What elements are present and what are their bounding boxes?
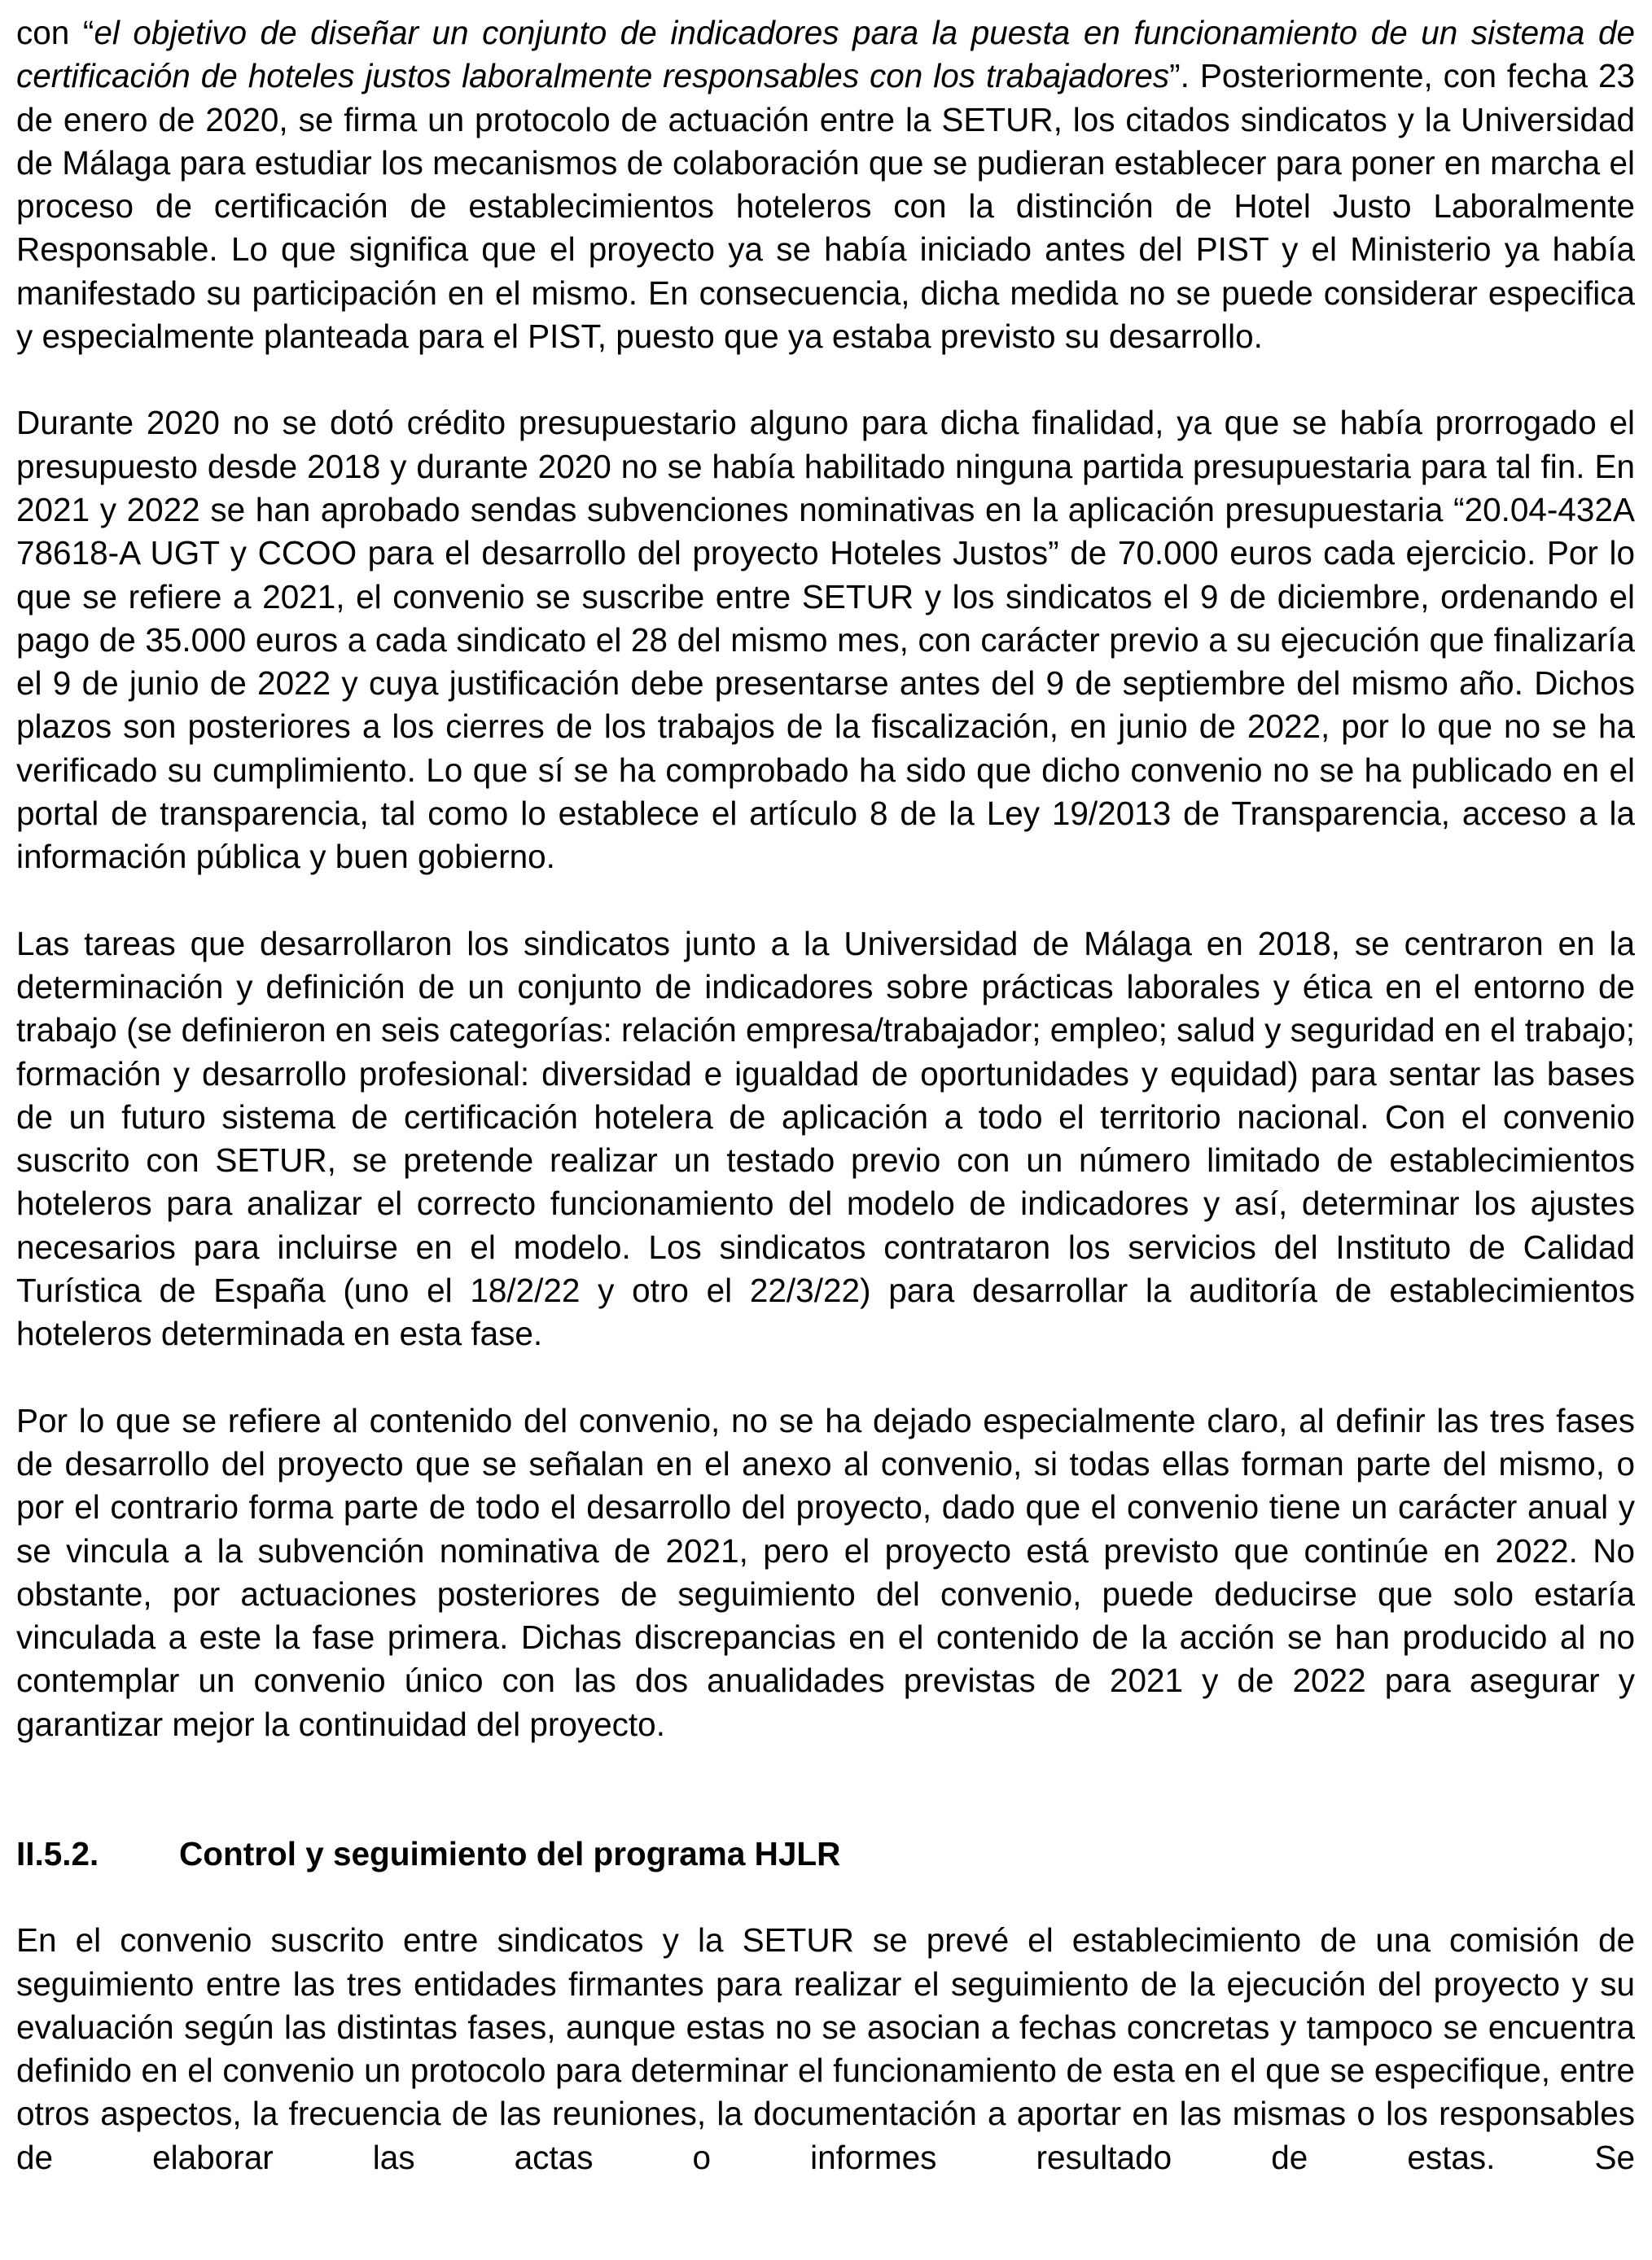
document-page: [16, 11, 1635, 2179]
section-number: II.5.2.: [16, 1834, 99, 1872]
section-title: Control y seguimiento del programa HJLR: [179, 1834, 841, 1872]
paragraph-1-rest: ”. Posteriormente, con fecha 23 de enero de 2020, se firma un protocolo de actuación entre la SETUR, los citados sindicatos y la Universidad de Málaga para estudiar los mecanismos de colaboración que se pudieran establecer para poner en marcha el proceso de certificación de establecimientos hoteleros con la distinción de Hotel Justo Laboralmente Responsable. Lo que significa que el proyecto ya se había iniciado antes del PIST y el Ministerio ya había manifestado su participación en el mismo. En consecuencia, dicha medida no se puede considerar especifica y especialmente planteada para el PIST, puesto que ya estaba previsto su desarrollo.: [16, 57, 1635, 356]
paragraph-2: Durante 2020 no se dotó crédito presupuestario alguno para dicha finalidad, ya que se había prorrogado el presupuesto desde 2018 y durante 2020 no se había habilitado ninguna partida presupuestaria para tal fin. En 2021 y 2022 se han aprobado sendas subvenciones nominativas en la aplicación presupuestaria “20.04-432A 78618-A UGT y CCOO para el desarrollo del proyecto Hoteles Justos” de 70.000 euros cada ejercicio. Por lo que se refiere a 2021, el convenio se suscribe entre SETUR y los sindicatos el 9 de diciembre, ordenando el pago de 35.000 euros a cada sindicato el 28 del mismo mes, con carácter previo a su ejecución que finalizaría el 9 de junio de 2022 y cuya justificación debe presentarse antes del 9 de septiembre del mismo año. Dichos plazos son posteriores a los cierres de los trabajos de la fiscalización, en junio de 2022, por lo que no se ha verificado su cumplimiento. Lo que sí se ha comprobado ha sido que dicho convenio no se ha publicado en el portal de transparencia, tal como lo establece el artículo 8 de la Ley 19/2013 de Transparencia, acceso a la información pública y buen gobierno.: [16, 404, 1635, 876]
paragraph-5: En el convenio suscrito entre sindicatos y la SETUR se prevé el establecimiento de una comisión de seguimiento entre las tres entidades firmantes para realizar el seguimiento de la ejecución del proyecto y su evaluación según las distintas fases, aunque estas no se asocian a fechas concretas y tampoco se encuentra definido en el convenio un protocolo para determinar el funcionamiento de esta en el que se especifique, entre otros aspectos, la frecuencia de las reuniones, la documentación a aportar en las mismas o los responsables de elaborar las actas o informes resultado de estas. Se: [16, 1921, 1635, 2176]
section-heading: [16, 1833, 1635, 1876]
paragraph-4: Por lo que se refiere al contenido del convenio, no se ha dejado especialmente claro, al definir las tres fases de desarrollo del proyecto que se señalan en el anexo al convenio, si todas ellas forman parte del mismo, o por el contrario forma parte de todo el desarrollo del proyecto, dado que el convenio tiene un carácter anual y se vincula a la subvención nominativa de 2021, pero el proyecto está previsto que continúe en 2022. No obstante, por actuaciones posteriores de seguimiento del convenio, puede deducirse que solo estaría vinculada a este la fase primera. Dichas discrepancias en el contenido de la acción se han producido al no contemplar un convenio único con las dos anualidades previstas de 2021 y de 2022 para asegurar y garantizar mejor la continuidad del proyecto.: [16, 1401, 1635, 1743]
paragraph-1-intro: con “: [16, 14, 94, 51]
paragraph-3: Las tareas que desarrollaron los sindicatos junto a la Universidad de Málaga en 2018, se centraron en la determinación y definición de un conjunto de indicadores sobre prácticas laborales y ética en el entorno de trabajo (se definieron en seis categorías: relación empresa/trabajador; empleo; salud y seguridad en el trabajo; formación y desarrollo profesional: diversidad e igualdad de oportunidades y equidad) para sentar las bases de un futuro sistema de certificación hotelera de aplicación a todo el territorio nacional. Con el convenio suscrito con SETUR, se pretende realizar un testado previo con un número limitado de establecimientos hoteleros para analizar el correcto funcionamiento del modelo de indicadores y así, determinar los ajustes necesarios para incluirse en el modelo. Los sindicatos contrataron los servicios del Instituto de Calidad Turística de España (uno el 18/2/22 y otro el 22/3/22) para desarrollar la auditoría de establecimientos hoteleros determinada en esta fase.: [16, 924, 1635, 1353]
paragraph-1: [16, 11, 1635, 358]
paragraph-1-quote: el objetivo de diseñar un conjunto de indicadores para la puesta en funcionamiento de un sistema de certificación de hoteles justos laboralmente responsables con los trabajadores: [16, 14, 1635, 95]
